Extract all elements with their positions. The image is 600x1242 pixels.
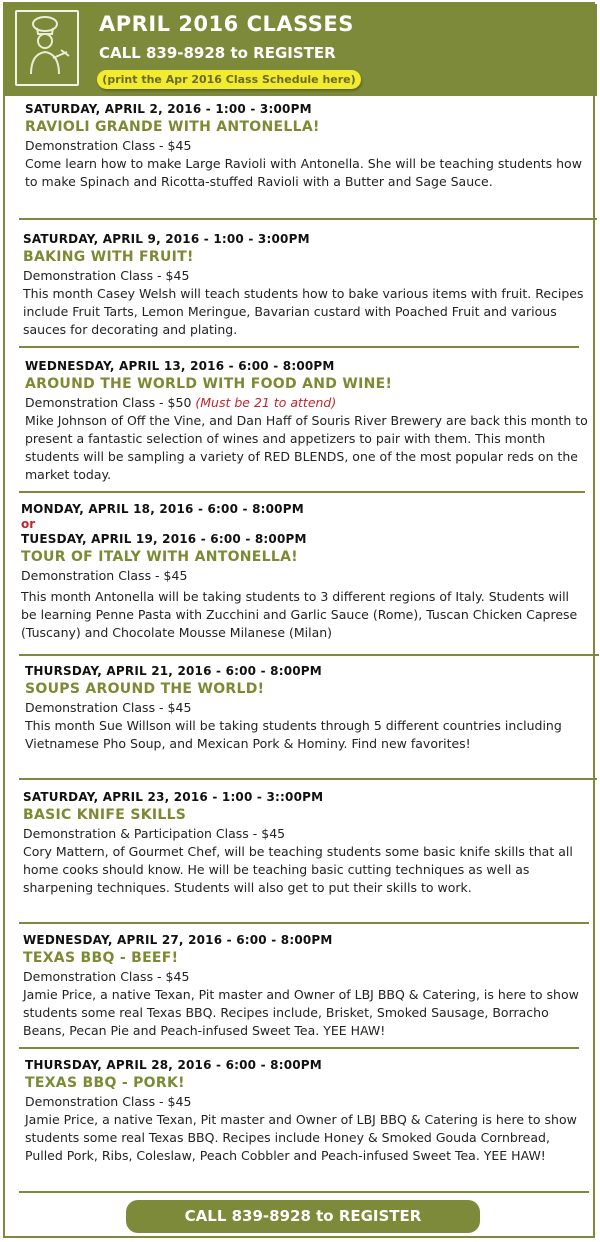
class-type: Demonstration Class - $45 (21, 568, 188, 583)
class-title: AROUND THE WORLD WITH FOOD AND WINE! (25, 376, 393, 392)
class-item (25, 359, 591, 484)
class-item (25, 1058, 591, 1165)
class-description: This month Antonella will be taking students to 3 different regions of Italy. Students will be learning Penne Pasta with Zucchini and Garlic Sauce (Rome), Tuscan Chicken Caprese (Tuscany) and Chocolate Mousse Milanese (Milan) (21, 589, 578, 640)
divider (19, 346, 579, 348)
class-description: Jamie Price, a native Texan, Pit master and Owner of LBJ BBQ & Catering is here to show students some real Texas BBQ. Recipes include Honey & Smoked Gouda Cornbread, Pulled Pork, Ribs, Coleslaw, Peach Cobbler and Peach-infused Sweet Tea. YEE HAW! (25, 1112, 577, 1163)
class-description: This month Sue Willson will be taking students through 5 different countries including Vietnamese Pho Soup, and Mexican Pork & Hominy. Find new favorites! (25, 718, 562, 751)
class-date: SATURDAY, APRIL 23, 2016 - 1:00 - 3::00PM (23, 790, 324, 804)
class-date: THURSDAY, APRIL 28, 2016 - 6:00 - 8:00PM (25, 1058, 322, 1072)
class-title: TEXAS BBQ - PORK! (25, 1075, 185, 1091)
class-description: This month Casey Welsh will teach students how to bake various items with fruit. Recipes include Fruit Tarts, Lemon Meringue, Bavarian custard with Poached Fruit and various sauces for decorating and plating. (23, 286, 584, 337)
class-item (25, 664, 591, 753)
class-item (25, 102, 591, 191)
class-type: Demonstration Class - $45 (25, 1094, 192, 1109)
register-call-button[interactable]: CALL 839-8928 to REGISTER (126, 1200, 480, 1233)
class-date: SATURDAY, APRIL 9, 2016 - 1:00 - 3:00PM (23, 232, 310, 246)
divider (19, 1191, 589, 1193)
class-date: MONDAY, APRIL 18, 2016 - 6:00 - 8:00PM (21, 502, 304, 516)
divider (19, 654, 599, 656)
divider (19, 922, 589, 924)
class-date: SATURDAY, APRIL 2, 2016 - 1:00 - 3:00PM (25, 102, 312, 116)
class-title: TOUR OF ITALY WITH ANTONELLA! (21, 549, 298, 565)
register-phone: CALL 839-8928 to REGISTER (99, 44, 336, 62)
class-title: BAKING WITH FRUIT! (23, 249, 194, 265)
print-schedule-link[interactable]: (print the Apr 2016 Class Schedule here) (97, 70, 361, 89)
schedule-frame (3, 2, 595, 1238)
class-date-alt: TUESDAY, APRIL 19, 2016 - 6:00 - 8:00PM (21, 532, 307, 546)
class-title: BASIC KNIFE SKILLS (23, 807, 187, 823)
class-type: Demonstration Class - $45 (25, 700, 192, 715)
divider (19, 218, 597, 220)
divider (19, 491, 585, 493)
class-item (23, 232, 589, 339)
class-description: Mike Johnson of Off the Vine, and Dan Haff of Souris River Brewery are back this month to present a fantastic selection of wines and appetizers to pair with them. This month students will be sampling a variety of RED BLENDS, one of the most popular reds on the market today. (25, 413, 588, 482)
class-item (23, 933, 589, 1040)
class-item (23, 790, 589, 897)
class-date: WEDNESDAY, APRIL 27, 2016 - 6:00 - 8:00PM (23, 933, 333, 947)
class-title: TEXAS BBQ - BEEF! (23, 950, 179, 966)
class-type: Demonstration Class - $45 (25, 138, 192, 153)
class-price: Demonstration Class - $50 (25, 395, 192, 410)
class-item (21, 502, 587, 642)
class-type: Demonstration Class - $45 (23, 268, 190, 283)
class-type (25, 395, 591, 410)
class-type: Demonstration & Participation Class - $45 (23, 826, 286, 841)
class-title: SOUPS AROUND THE WORLD! (25, 681, 265, 697)
age-restriction-note: (Must be 21 to attend) (195, 395, 337, 410)
divider (19, 1047, 579, 1049)
header-banner (5, 4, 597, 96)
chef-logo-icon (15, 10, 79, 86)
class-date: THURSDAY, APRIL 21, 2016 - 6:00 - 8:00PM (25, 664, 322, 678)
class-description: Cory Mattern, of Gourmet Chef, will be teaching students some basic knife skills that all home cooks should know. He will be teaching basic cutting techniques as well as sharpening techniques. Students will also get to put their skills to work. (23, 844, 573, 895)
or-separator: or (21, 517, 36, 531)
page-title: APRIL 2016 CLASSES (99, 12, 354, 36)
divider (19, 778, 597, 780)
class-description: Come learn how to make Large Ravioli with Antonella. She will be teaching students how to make Spinach and Ricotta-stuffed Ravioli with a Butter and Sage Sauce. (25, 156, 582, 189)
class-date: WEDNESDAY, APRIL 13, 2016 - 6:00 - 8:00PM (25, 359, 335, 373)
class-type: Demonstration Class - $45 (23, 969, 190, 984)
class-title: RAVIOLI GRANDE WITH ANTONELLA! (25, 119, 320, 135)
class-description: Jamie Price, a native Texan, Pit master and Owner of LBJ BBQ & Catering, is here to show students some real Texas BBQ. Recipes include, Brisket, Smoked Sausage, Borracho Beans, Pecan Pie and Peach-infused Sweet Tea. YEE HAW! (23, 987, 579, 1038)
